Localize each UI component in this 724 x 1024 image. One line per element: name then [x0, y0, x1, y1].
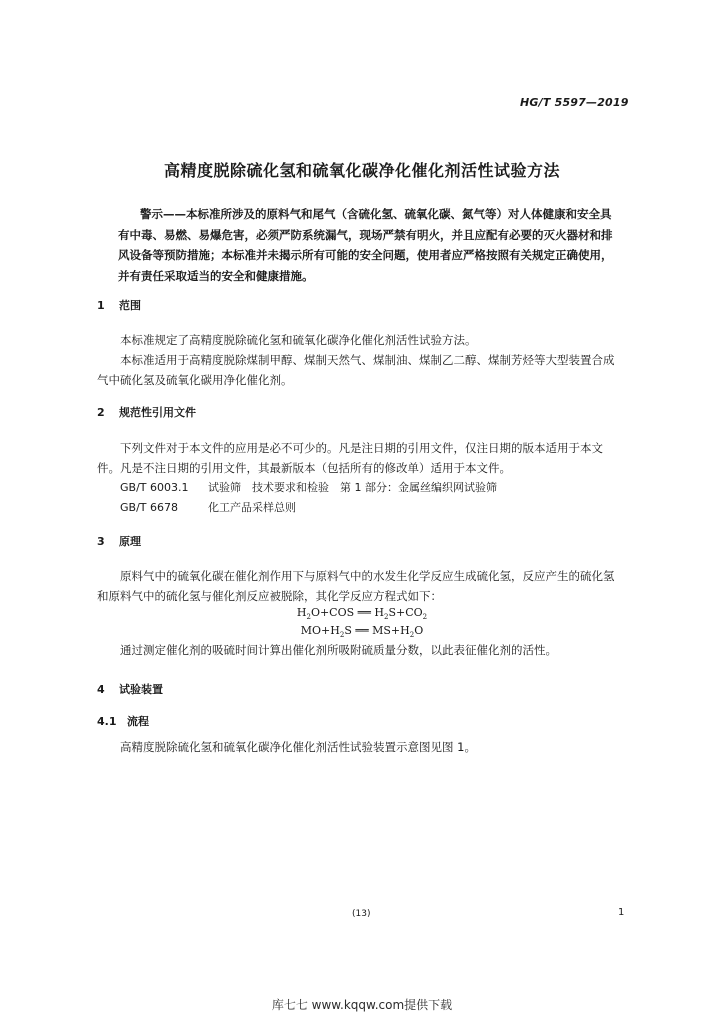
reference-name: 试验筛 技术要求和检验 第 1 部分：金属丝编织网试验筛	[208, 481, 497, 494]
section-3-heading	[97, 533, 141, 549]
section-title: 原理	[119, 535, 141, 548]
reference-code: GB/T 6678	[120, 501, 178, 514]
watermark-text: 库七七 www.kqqw.com提供下载	[271, 998, 453, 1012]
section-2-paragraph-1: 下列文件对于本文件的应用是必不可少的。凡是注日期的引用文件，仅注日期的版本适用于本文件。凡是不注日期的引用文件，其最新版本（包括所有的修改单）适用于本文件。	[97, 441, 603, 475]
section-title: 流程	[127, 715, 149, 728]
section-title: 试验装置	[119, 683, 163, 696]
warning-paragraph: 警示——本标准所涉及的原料气和尾气（含硫化氢、硫氧化碳、氮气等）对人体健康和安全具有中毒、易燃、易爆危害，必须严防系统漏气，现场严禁有明火，并且应配有必要的灭火器材和排风设备等预防措施；本标准并未揭示所有可能的安全问题，使用者应严格按照有关规定正确使用，并有责任采取适当的安全和健康措施。	[118, 207, 613, 283]
section-4-heading	[97, 681, 163, 697]
section-1-paragraph-1: 本标准规定了高精度脱除硫化氢和硫氧化碳净化催化剂活性试验方法。	[120, 333, 477, 347]
section-number: 2	[97, 406, 105, 419]
section-page-number: (13)	[352, 909, 371, 919]
section-1-paragraph-2: 本标准适用于高精度脱除煤制甲醇、煤制天然气、煤制油、煤制乙二醇、煤制芳烃等大型装置合成气中硫化氢及硫氧化碳用净化催化剂。	[97, 353, 615, 387]
section-title: 范围	[119, 299, 141, 312]
section-4-1-heading	[97, 713, 149, 729]
document-title: 高精度脱除硫化氢和硫氧化碳净化催化剂活性试验方法	[163, 161, 560, 180]
reference-code: GB/T 6003.1	[120, 481, 189, 494]
section-3-paragraph-2: 通过测定催化剂的吸硫时间计算出催化剂所吸附硫质量分数，以此表征催化剂的活性。	[120, 643, 557, 657]
reference-item	[120, 479, 497, 495]
section-1-heading	[97, 297, 141, 313]
section-number: 1	[97, 299, 105, 312]
section-2-heading	[97, 404, 196, 420]
page-number: 1	[618, 907, 625, 918]
section-number: 3	[97, 535, 105, 548]
section-number: 4	[97, 683, 105, 696]
standard-code: HG/T 5597—2019	[520, 96, 629, 109]
section-3-paragraph-1: 原料气中的硫氧化碳在催化剂作用下与原料气中的水发生化学反应生成硫化氢，反应产生的硫化氢和原料气中的硫化氢与催化剂反应被脱除，其化学反应方程式如下：	[97, 569, 615, 603]
equation-2: $MO+H_2S$ ══ $MS+H_2O$	[300, 624, 424, 640]
reference-name: 化工产品采样总则	[208, 501, 296, 514]
section-title: 规范性引用文件	[119, 406, 196, 419]
equation-1: $H_2O+COS$ ══ $H_2S+CO_2$	[296, 606, 428, 622]
reference-item	[120, 499, 296, 515]
section-4-1-paragraph-1: 高精度脱除硫化氢和硫氧化碳净化催化剂活性试验装置示意图见图 1。	[120, 740, 476, 754]
section-number: 4.1	[97, 715, 117, 728]
